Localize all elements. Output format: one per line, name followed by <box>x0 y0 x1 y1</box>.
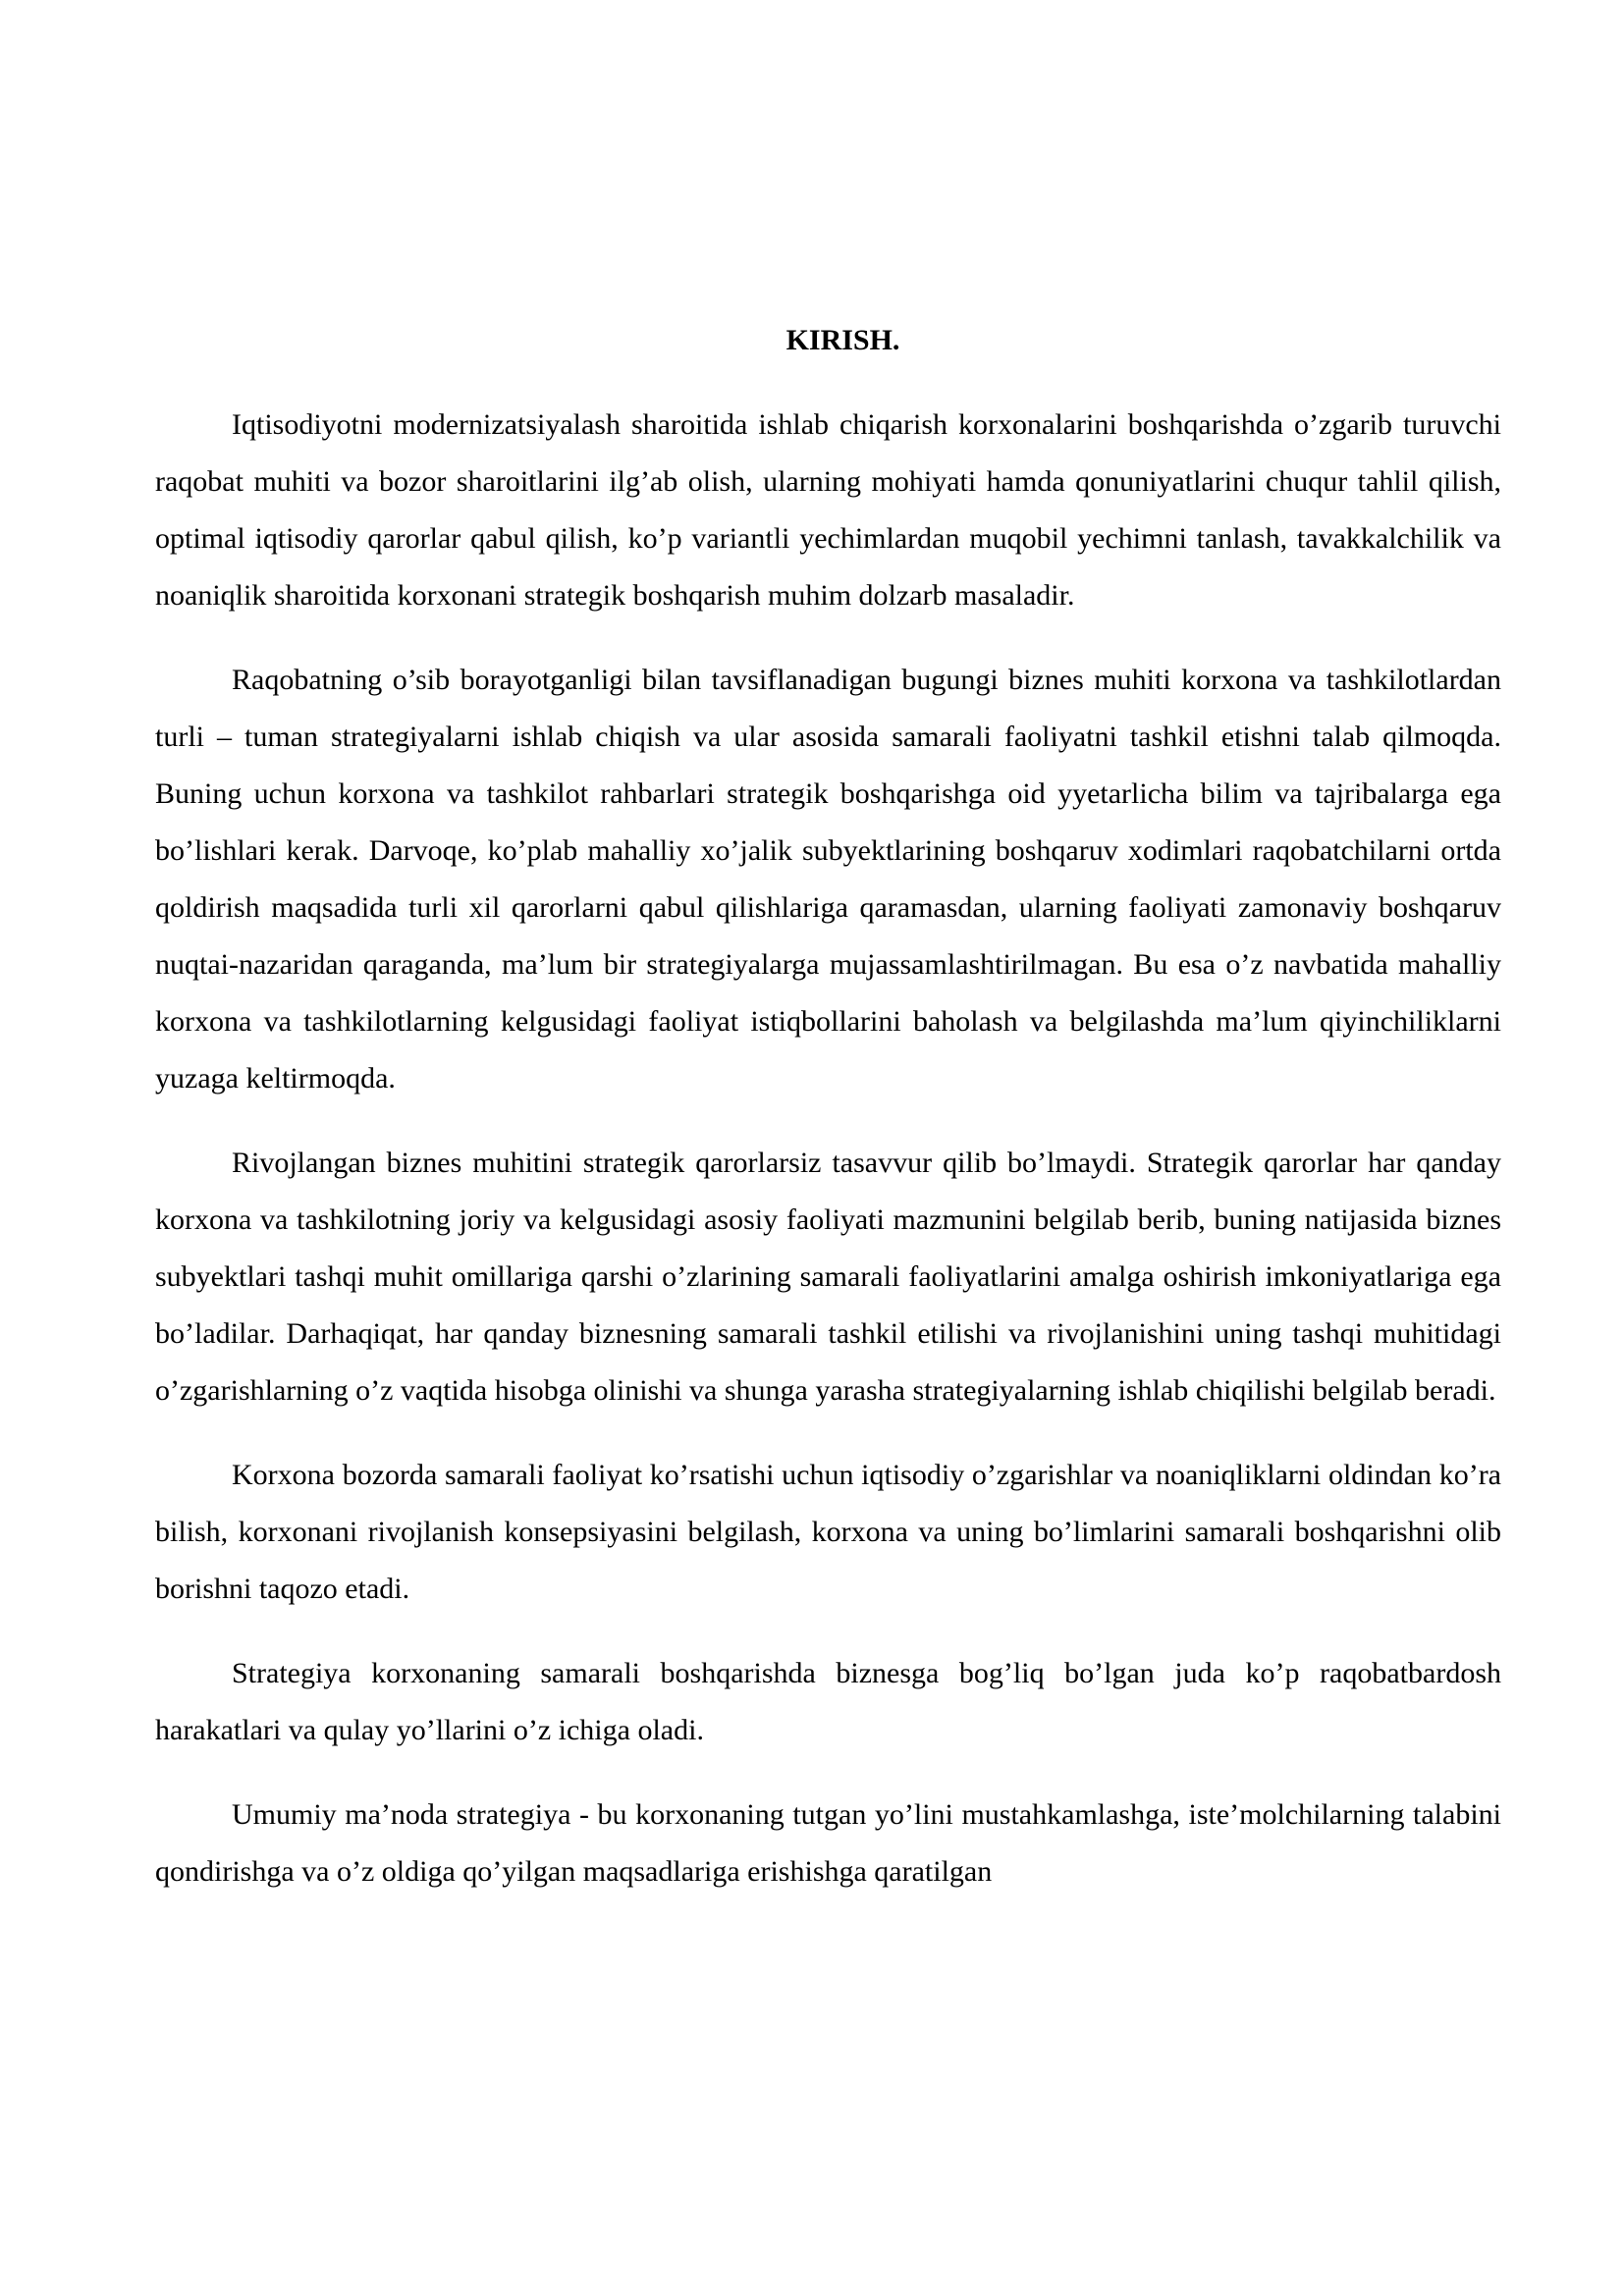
paragraph-4: Korxona bozorda samarali faoliyat ko’rsatishi uchun iqtisodiy o’zgarishlar va noaniqliklarni oldindan ko’ra bilish, korxonani rivojlanish konsepsiyasini belgilash, korxona va uning bo’limlarini samarali boshqarishni olib borishni taqozo etadi. <box>155 1459 1501 1605</box>
paragraph-2: Raqobatning o’sib borayotganligi bilan tavsiflanadigan bugungi biznes muhiti korxona va tashkilotlardan turli – tuman strategiyalarni ishlab chiqish va ular asosida samarali faoliyatni tashkil etishni talab qilmoqda. Buning uchun korxona va tashkilot rahbarlari strategik boshqarishga oid yyetarlicha bilim va tajribalarga ega bo’lishlari kerak. Darvoqe, ko’plab mahalliy xo’jalik subyektlarining boshqaruv xodimlari raqobatchilarni ortda qoldirish maqsadida turli xil qarorlarni qabul qilishlariga qaramasdan, ularning faoliyati zamonaviy boshqaruv nuqtai-nazaridan qaraganda, ma’lum bir strategiyalarga mujassamlashtirilmagan. Bu esa o’z navbatida mahalliy korxona va tashkilotlarning kelgusidagi faoliyat istiqbollarini baholash va belgilashda ma’lum qiyinchiliklarni yuzaga keltirmoqda. <box>155 664 1501 1095</box>
paragraph-1: Iqtisodiyotni modernizatsiyalash sharoitida ishlab chiqarish korxonalarini boshqarishda o’zgarib turuvchi raqobat muhiti va bozor sharoitlarini ilg’ab olish, ularning mohiyati hamda qonuniyatlarini chuqur tahlil qilish, optimal iqtisodiy qarorlar qabul qilish, ko’p variantli yechimlardan muqobil yechimni tanlash, tavakkalchilik va noaniqlik sharoitida korxonani strategik boshqarish muhim dolzarb masaladir. <box>155 408 1501 612</box>
page-title: KIRISH. <box>785 324 900 356</box>
paragraph-3: Rivojlangan biznes muhitini strategik qarorlarsiz tasavvur qilib bo’lmaydi. Strategik qarorlar har qanday korxona va tashkilotning joriy va kelgusidagi asosiy faoliyati mazmunini belgilab berib, buning natijasida biznes subyektlari tashqi muhit omillariga qarshi o’zlarining samarali faoliyatlarini amalga oshirish imkoniyatlariga ega bo’ladilar. Darhaqiqat, har qanday biznesning samarali tashkil etilishi va rivojlanishini uning tashqi muhitidagi o’zgarishlarning o’z vaqtida hisobga olinishi va shunga yarasha strategiyalarning ishlab chiqilishi belgilab beradi. <box>155 1147 1501 1407</box>
paragraph-5: Strategiya korxonaning samarali boshqarishda biznesga bog’liq bo’lgan juda ko’p raqobatbardosh harakatlari va qulay yo’llarini o’z ichiga oladi. <box>155 1657 1501 1746</box>
paragraph-6: Umumiy ma’noda strategiya - bu korxonaning tutgan yo’lini mustahkamlashga, iste’molchilarning talabini qondirishga va o’z oldiga qo’yilgan maqsadlariga erishishga qaratilgan <box>155 1798 1501 1888</box>
